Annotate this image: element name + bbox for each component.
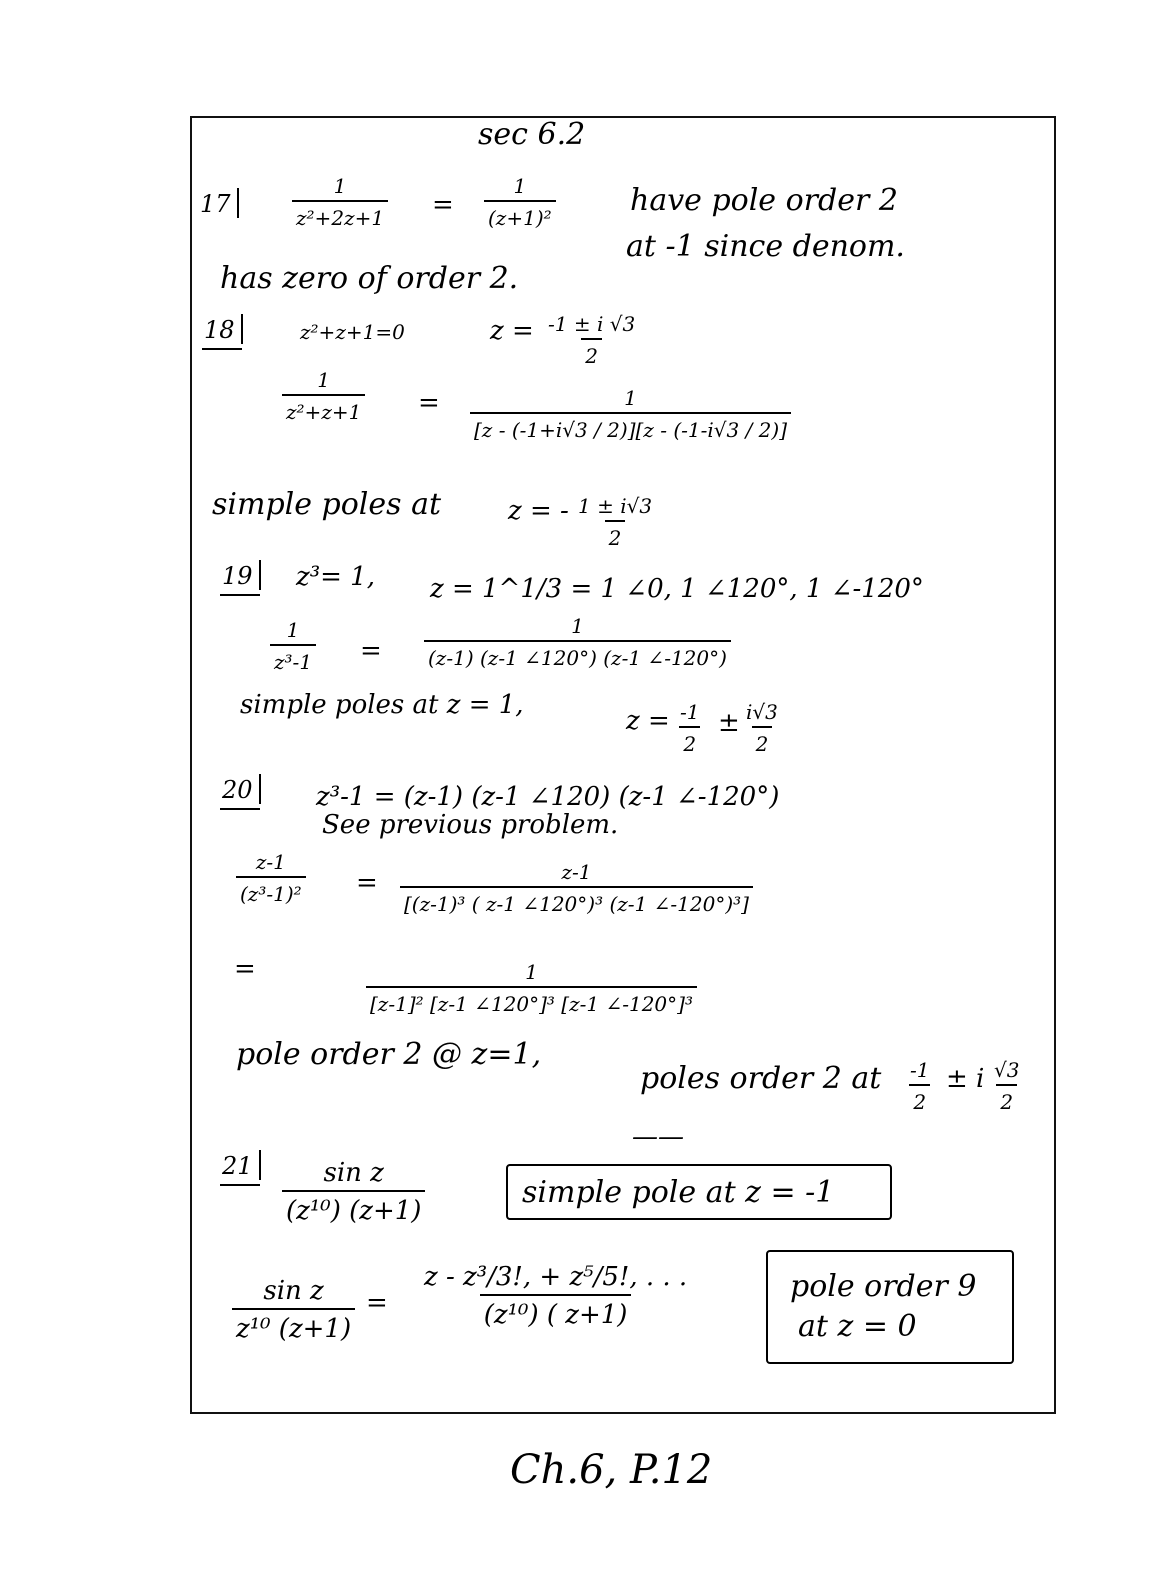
p18-poles-z: z = -: [508, 496, 569, 526]
p20-rhs2-fraction: $\frac{1}{\text{[z-1]² [z-1 ∠120°]³ [z-1 ∠-120°]³}}$: [366, 962, 697, 1014]
p18-rhs-fraction: $\frac{1}{[z - (-1+i√3 / 2)][z - (-1-i√3 / 2)]}$: [470, 388, 791, 440]
p19-poles-text: simple poles at z = 1,: [240, 690, 524, 720]
p19-equation: z³= 1,: [296, 562, 375, 592]
p20-separator: ——: [632, 1122, 684, 1152]
p17-note-3: has zero of order 2.: [220, 261, 519, 296]
p21-box2-line1: pole order 9: [790, 1269, 977, 1304]
p21-answer-box-2: [766, 1250, 1014, 1364]
p21-answer-box-1: [506, 1164, 892, 1220]
p18-poles-text: simple poles at: [212, 487, 442, 522]
p19-lhs-fraction: $\frac{1}{\text{z³-1}}$: [270, 620, 316, 672]
p19-rhs-fraction: $\frac{1}{(z-1) (z-1 \angle 120^\circ) (z-1 \angle-120^\circ)}$: [424, 616, 731, 668]
p21-box1-text: simple pole at z = -1: [522, 1175, 835, 1210]
section-title: sec 6.2: [478, 117, 586, 152]
p19-poles-pm: ±: [718, 708, 740, 738]
p18-lhs-fraction: $\frac{1}{\text{z²+z+1}}$: [282, 370, 365, 422]
p18-equation: z²+z+1=0: [300, 320, 405, 344]
p19-poles-a: $\frac{-1}{2}$: [680, 700, 700, 756]
p17-note-2: at -1 since denom.: [626, 229, 905, 264]
p19-poles-b: $\frac{i√3}{2}$: [746, 700, 778, 756]
problem-19-label: 19: [222, 562, 253, 590]
problem-20-label: 20: [222, 776, 253, 804]
page-number: Ch.6, P.12: [510, 1447, 713, 1493]
p18-poles-fraction: $\frac{1 \pm i√3}{2}$: [578, 494, 653, 550]
p21-equals: =: [366, 1288, 388, 1318]
p18-z-label: z =: [490, 316, 534, 346]
p21-fraction: $\frac{\text{sin z}}{\text{(z¹⁰) (z+1)}}$: [282, 1160, 425, 1224]
p20-equals-2: =: [234, 954, 256, 984]
p19-poles-z: z =: [626, 706, 670, 736]
p17-rhs-fraction: $\frac{1}{\text{(z+1)²}}$: [484, 176, 556, 228]
p20-factorization: z³-1 = (z-1) (z-1 ∠120) (z-1 ∠-120°): [316, 782, 780, 812]
p18-z-fraction: $\frac{-1 \pm i √3}{2}$: [548, 312, 636, 368]
p20-equals: =: [356, 868, 378, 898]
p20-rhs-fraction: $\frac{z-1}{\text{[(z-1)³ ( z-1 ∠120°)³ (z-1 ∠-120°)³]}}$: [400, 862, 753, 914]
p19-equals: =: [360, 636, 382, 666]
p20-lhs-fraction: $\frac{z-1}{\text{(z³-1)²}}$: [236, 852, 306, 904]
p21-lhs-fraction: $\frac{\text{sin z}}{\text{z¹⁰ (z+1)}}$: [232, 1278, 355, 1342]
p20-conc-a: $\frac{-1}{2}$: [910, 1058, 930, 1114]
p17-lhs-fraction: $\frac{1}{\text{z²+2z+1}}$: [292, 176, 388, 228]
p17-equals: =: [432, 190, 454, 220]
p21-box2-line2: at z = 0: [798, 1309, 917, 1344]
p20-conc-pm: ± i: [946, 1064, 985, 1094]
p21-rhs-fraction: $\frac{\text{z - z³/3!, + z⁵/5!, . . .}}{\text{(z¹⁰) ( z+1)}}$: [424, 1262, 688, 1330]
p18-equals: =: [418, 388, 440, 418]
problem-18-label: 18: [204, 316, 235, 344]
problem-21-label: 21: [222, 1152, 253, 1180]
p20-see-note: See previous problem.: [322, 810, 619, 840]
p17-note-1: have pole order 2: [630, 183, 898, 218]
p19-roots: z = 1^1/3 = 1 ∠0, 1 ∠120°, 1 ∠-120°: [430, 574, 924, 604]
p20-conclusion-a: pole order 2 @ z=1,: [236, 1037, 542, 1072]
p20-conc-b: $\frac{√3}{2}$: [994, 1058, 1020, 1114]
problem-17-label: 17: [200, 190, 231, 218]
p20-conclusion-b: poles order 2 at: [640, 1061, 882, 1096]
